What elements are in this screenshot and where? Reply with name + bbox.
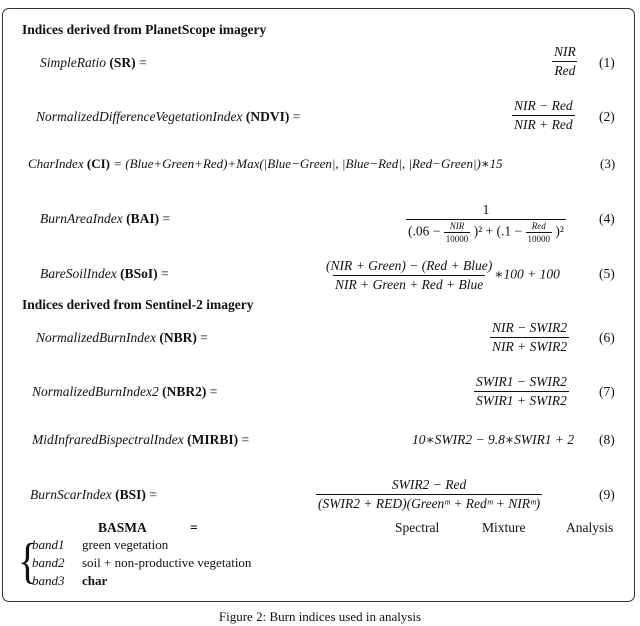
band-row: band3 char (32, 573, 108, 588)
equation-bsoi-fraction: $\frac{\text{(NIR + Green) − (Red + Blue)}}{\text{NIR + Green + Red + Blue}}$ ∗100 + 100 (326, 258, 560, 292)
equation-mirbi-rhs: 10∗SWIR2 − 9.8∗SWIR1 + 2 (412, 432, 575, 447)
equation-bsoi-label: BareSoilIndex (BSoI) = (40, 266, 169, 281)
equation-nbr-label: NormalizedBurnIndex (NBR) = (36, 330, 208, 345)
equation-sr-label: SimpleRatio (SR) = (40, 55, 147, 70)
basma-label: BASMA (98, 520, 147, 535)
equation-mirbi-label: MidInfraredBispectralIndex (MIRBI) = (32, 432, 250, 447)
figure-caption: Figure 2: Burn indices used in analysis (218, 609, 422, 624)
equation-ndvi-label: NormalizedDifferenceVegetationIndex (NDVI) = (36, 109, 301, 124)
equation-number: (2) (599, 109, 615, 124)
section-heading-planetscope: Indices derived from PlanetScope imagery (22, 22, 267, 37)
band-row: band2 soil + non-productive vegetation (32, 555, 252, 570)
section-heading-sentinel: Indices derived from Sentinel-2 imagery (22, 297, 254, 312)
basma-equals: = (190, 520, 198, 535)
equation-number: (6) (599, 330, 615, 345)
equation-number: (7) (599, 384, 615, 399)
basma-word-mixture: Mixture (482, 520, 526, 535)
equation-bai-label: BurnAreaIndex (BAI) = (40, 211, 171, 226)
equation-number: (4) (599, 211, 615, 226)
equation-nbr2-fraction: $\frac{\text{SWIR1 − SWIR2}}{\text{SWIR1 + SWIR2}}$ (476, 374, 567, 408)
equation-nbr2-label: NormalizedBurnIndex2 (NBR2) = (32, 384, 218, 399)
equation-number: (1) (599, 55, 615, 70)
equation-bsi-fraction: $\frac{\text{SWIR2 − Red}}{\text{(SWIR2 + RED)(Greenᵐ + Redᵐ + NIRᵐ)}}$ (318, 477, 541, 511)
equation-number: (9) (599, 487, 615, 502)
equation-nbr-fraction: $\frac{\text{NIR − SWIR2}}{\text{NIR + SWIR2}}$ (492, 320, 568, 354)
equation-ci: CharIndex (CI) = (Blue+Green+Red)+Max(|Blue−Green|, |Blue−Red|, |Red−Green|)∗15 (28, 156, 503, 171)
equation-number: (3) (600, 156, 616, 171)
equation-bsi-label: BurnScarIndex (BSI) = (30, 487, 157, 502)
left-brace: { (18, 532, 38, 589)
band-row: band1 green vegetation (32, 537, 169, 552)
equation-number: (5) (599, 266, 615, 281)
basma-word-spectral: Spectral (395, 520, 440, 535)
equation-number: (8) (599, 432, 615, 447)
equation-ndvi-fraction: $\frac{\text{NIR − Red}}{\text{NIR + Red}}$ (514, 98, 573, 132)
equation-bai-fraction: 1 (.06 − $\frac{\text{NIR}}{10000}$ )² + (.1 − $\frac{\text{Red}}{10000}$ )² (408, 202, 564, 244)
basma-word-analysis: Analysis (566, 520, 614, 535)
equation-sr-fraction: $\frac{\text{NIR}}{\text{Red}}$ (554, 44, 576, 78)
